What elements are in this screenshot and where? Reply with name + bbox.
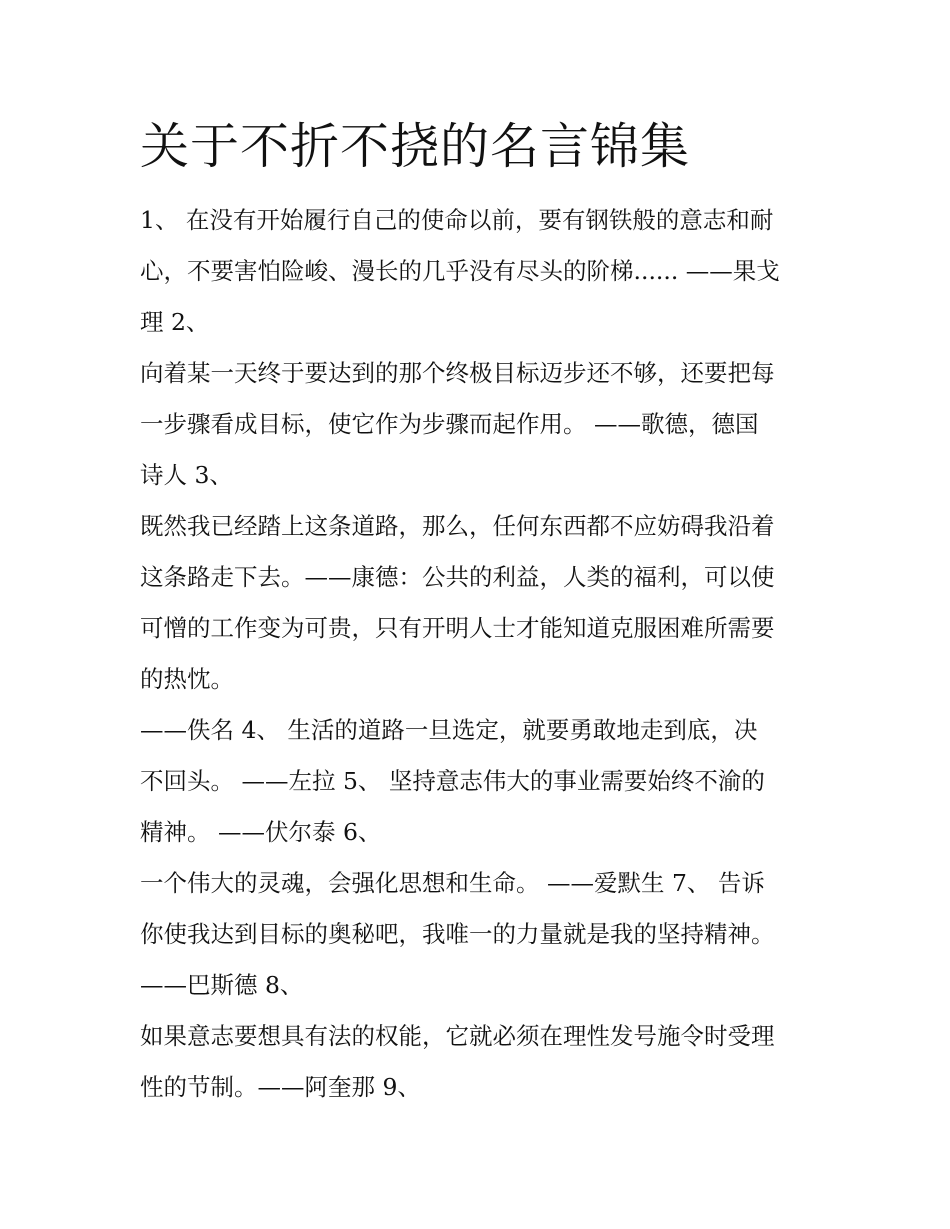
- text-line: ——佚名 4、 生活的道路一旦选定，就要勇敢地走到底，决: [140, 716, 758, 744]
- text-line: 向着某一天终于要达到的那个终极目标迈步还不够，还要把每: [140, 359, 775, 387]
- text-line: 如果意志要想具有法的权能，它就必须在理性发号施令时受理: [140, 1022, 775, 1050]
- text-line: 一个伟大的灵魂，会强化思想和生命。 ——爱默生 7、 告诉: [140, 869, 765, 897]
- text-line: 既然我已经踏上这条道路，那么，任何东西都不应妨碍我沿着: [140, 512, 775, 540]
- text-line: 一步骤看成目标，使它作为步骤而起作用。 ——歌德，德国: [140, 410, 759, 438]
- text-line: 这条路走下去。——康德：公共的利益，人类的福利，可以使: [140, 563, 775, 591]
- text-line: 1、 在没有开始履行自己的使命以前，要有钢铁般的意志和耐: [140, 206, 774, 234]
- page-title: 关于不折不挠的名言锦集: [140, 118, 691, 175]
- text-line: 不回头。 ——左拉 5、 坚持意志伟大的事业需要始终不渝的: [140, 767, 765, 795]
- text-line: 可憎的工作变为可贵，只有开明人士才能知道克服困难所需要: [140, 614, 775, 642]
- text-line: 性的节制。——阿奎那 9、: [140, 1073, 421, 1101]
- text-line: 你使我达到目标的奥秘吧，我唯一的力量就是我的坚持精神。: [140, 920, 775, 948]
- text-line: 的热忱。: [140, 665, 234, 693]
- text-line: 心，不要害怕险峻、漫长的几乎没有尽头的阶梯...... ——果戈: [140, 257, 780, 285]
- text-line: 精神。 ——伏尔泰 6、: [140, 818, 382, 846]
- text-line: ——巴斯德 8、: [140, 971, 304, 999]
- text-line: 诗人 3、: [140, 461, 233, 489]
- text-line: 理 2、: [140, 308, 210, 336]
